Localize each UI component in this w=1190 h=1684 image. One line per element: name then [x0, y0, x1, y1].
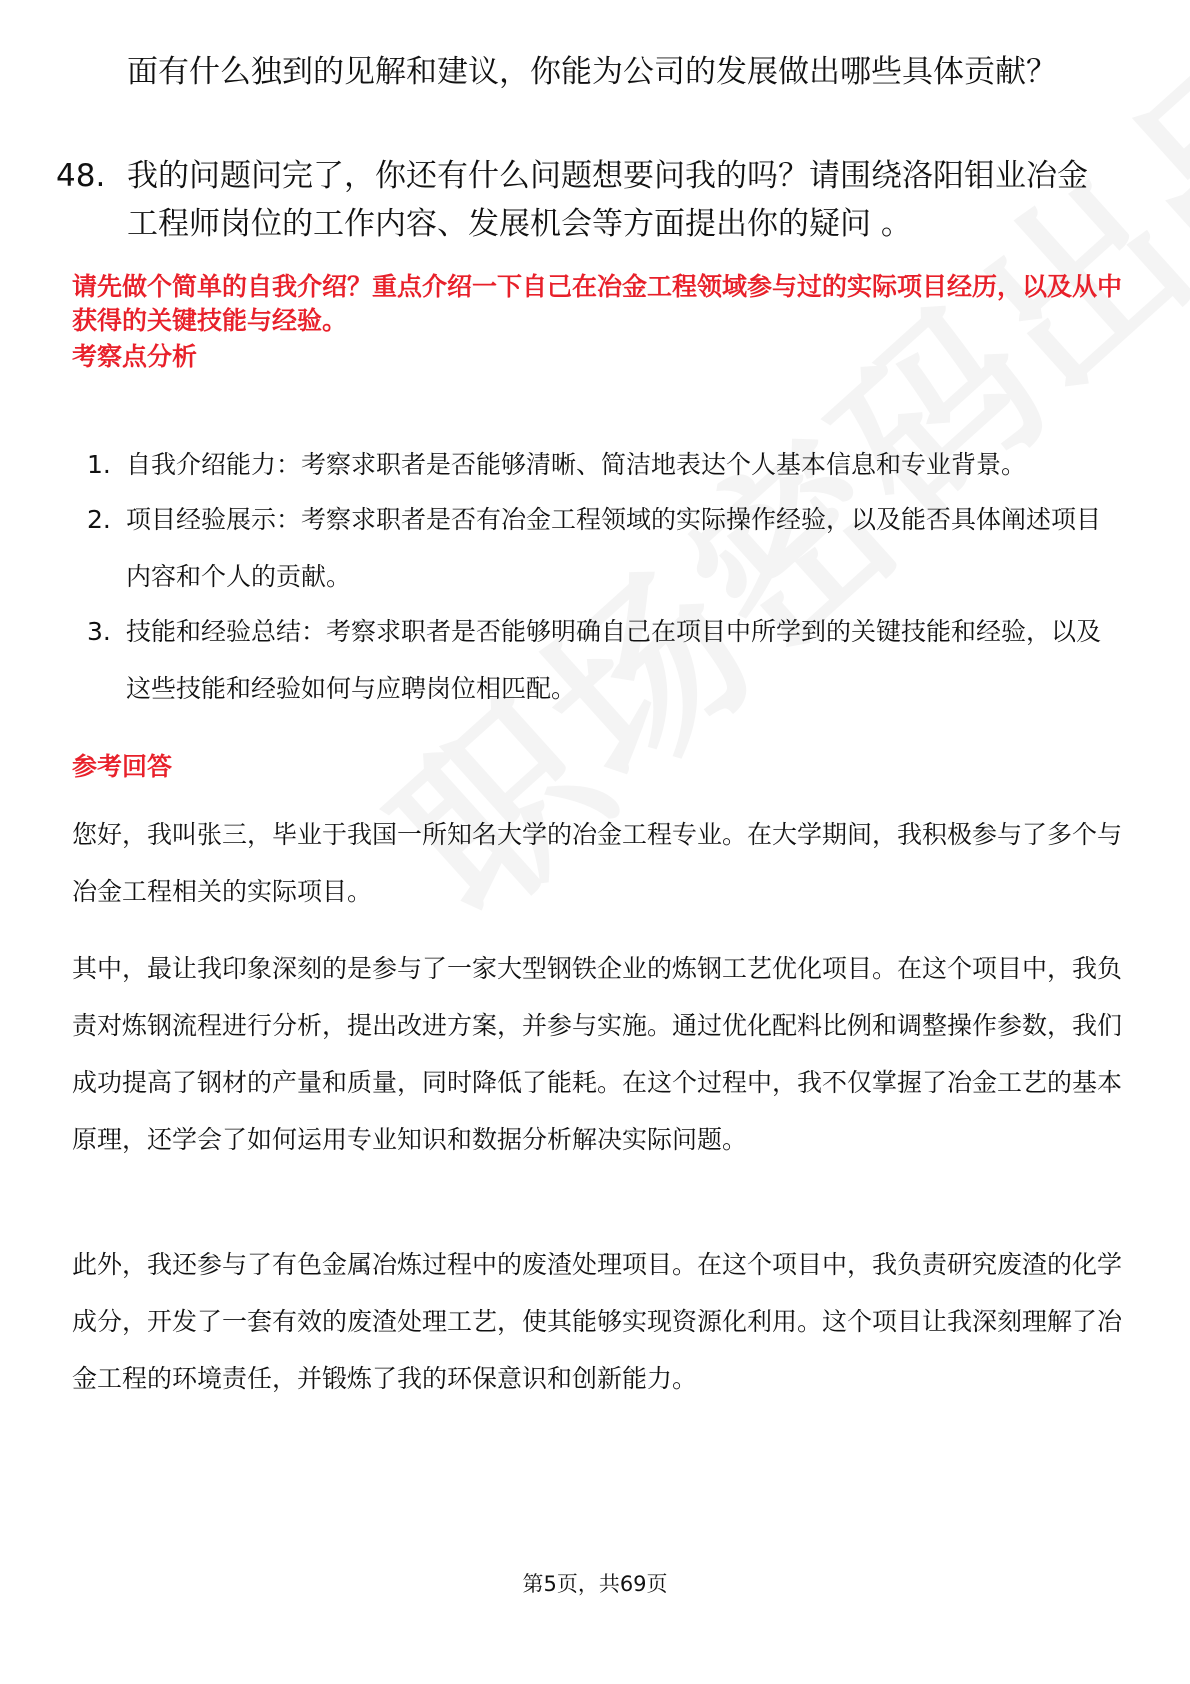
question-48 — [56, 152, 1116, 248]
list-item-text: 项目经验展示：考察求职者是否有冶金工程领域的实际操作经验，以及能否具体阐述项目内容和个人的贡献。 — [126, 505, 1102, 591]
list-item-number: 3. — [87, 617, 111, 646]
question-48-text: 我的问题问完了，你还有什么问题想要问我的吗？请围绕洛阳钼业冶金工程师岗位的工作内容、发展机会等方面提出你的疑问 。 — [127, 158, 1088, 242]
page-number: 第5页，共69页 — [522, 1572, 668, 1596]
list-item-text: 技能和经验总结：考察求职者是否能够明确自己在项目中所学到的关键技能和经验，以及这些技能和经验如何与应聘岗位相匹配。 — [126, 617, 1102, 703]
analysis-list — [72, 436, 1122, 717]
list-item-number: 2. — [87, 505, 111, 534]
answer-title: 参考回答 — [72, 752, 173, 781]
highlight-question: 请先做个简单的自我介绍？重点介绍一下自己在冶金工程领域参与过的实际项目经历，以及从中获得的关键技能与经验。 — [72, 272, 1123, 335]
list-item — [72, 491, 1122, 605]
answer-paragraph: 其中，最让我印象深刻的是参与了一家大型钢铁企业的炼钢工艺优化项目。在这个项目中，我负责对炼钢流程进行分析，提出改进方案，并参与实施。通过优化配料比例和调整操作参数，我们成功提高了钢材的产量和质量，同时降低了能耗。在这个过程中，我不仅掌握了冶金工艺的基本原理，还学会了如何运用专业知识和数据分析解决实际问题。 — [72, 954, 1123, 1154]
list-item-text: 自我介绍能力：考察求职者是否能够清晰、简洁地表达个人基本信息和专业背景。 — [126, 450, 1027, 479]
list-item-number: 1. — [87, 450, 111, 479]
list-item — [72, 603, 1122, 717]
answer-paragraph: 您好，我叫张三，毕业于我国一所知名大学的冶金工程专业。在大学期间，我积极参与了多个与冶金工程相关的实际项目。 — [72, 820, 1123, 906]
answer-paragraph: 此外，我还参与了有色金属冶炼过程中的废渣处理项目。在这个项目中，我负责研究废渣的化学成分，开发了一套有效的废渣处理工艺，使其能够实现资源化利用。这个项目让我深刻理解了冶金工程的环境责任，并锻炼了我的环保意识和创新能力。 — [72, 1250, 1123, 1393]
question-47-continuation: 面有什么独到的见解和建议，你能为公司的发展做出哪些具体贡献？ — [127, 54, 1057, 90]
question-48-number: 48. — [56, 158, 106, 194]
analysis-title: 考察点分析 — [72, 342, 198, 371]
list-item — [72, 436, 1122, 493]
